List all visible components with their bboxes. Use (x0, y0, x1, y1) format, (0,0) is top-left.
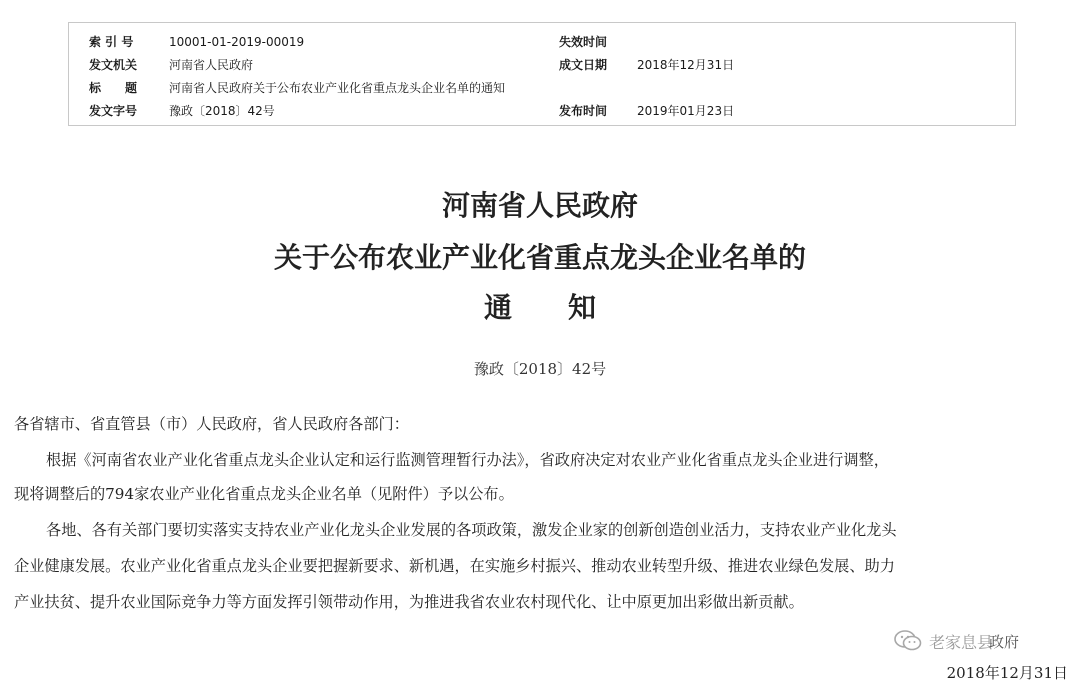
document-number: 豫政〔2018〕42号 (473, 360, 607, 378)
salutation: 各省辖市、省直管县（市）人民政府，省人民政府各部门： (14, 415, 409, 433)
wechat-watermark (893, 626, 1019, 656)
meta-label: 失效时间 (559, 35, 608, 49)
paragraph-1-line: 现将调整后的794家农业产业化省重点龙头企业名单（见附件）予以公布。 (14, 485, 514, 503)
meta-label: 成文日期 (559, 58, 608, 72)
meta-row-issuing-authority (69, 54, 1015, 76)
meta-label: 标 题 (89, 81, 138, 95)
paragraph-1-line: 根据《河南省农业产业化省重点龙头企业认定和运行监测管理暂行办法》，省政府决定对农业产业化省重点龙头企业进行调整， (46, 451, 889, 469)
watermark-overlap-text: 政府 (989, 632, 1020, 651)
meta-row-title (69, 77, 1015, 99)
paragraph-2-line: 各地、各有关部门要切实落实支持农业产业化龙头企业发展的各项政策，激发企业家的创新创造创业活力，支持农业产业化龙头 (46, 521, 897, 539)
document-title-line-3: 通 知 (483, 291, 596, 324)
meta-row-document-number (69, 100, 1015, 122)
paragraph-2-line: 产业扶贫、提升农业国际竞争力等方面发挥引领带动作用，为推进我省农业农村现代化、让中原更加出彩做出新贡献。 (14, 593, 804, 611)
meta-row-index-number (69, 31, 1015, 53)
meta-value: 河南省人民政府关于公布农业产业化省重点龙头企业名单的通知 (169, 81, 506, 95)
meta-value: 2019年01月23日 (637, 104, 735, 118)
meta-label: 索 引 号 (89, 35, 134, 49)
meta-value: 2018年12月31日 (637, 58, 735, 72)
paragraph-2-line: 企业健康发展。农业产业化省重点龙头企业要把握新要求、新机遇，在实施乡村振兴、推动农业转型升级、推进农业绿色发展、助力 (14, 557, 895, 575)
meta-label: 发文字号 (89, 104, 138, 118)
document-title-line-2: 关于公布农业产业化省重点龙头企业名单的 (273, 241, 806, 274)
document-title-line-1: 河南省人民政府 (441, 189, 638, 222)
wechat-icon (893, 628, 923, 654)
watermark-text: 老家息县 (929, 632, 994, 652)
document-metadata-table (68, 22, 1016, 126)
meta-value: 河南省人民政府 (169, 58, 254, 72)
footer-date: 2018年12月31日 (946, 664, 1068, 682)
meta-label: 发文机关 (89, 58, 138, 72)
meta-value: 10001-01-2019-00019 (169, 35, 305, 49)
meta-value: 豫政〔2018〕42号 (169, 104, 275, 118)
meta-label: 发布时间 (559, 104, 608, 118)
